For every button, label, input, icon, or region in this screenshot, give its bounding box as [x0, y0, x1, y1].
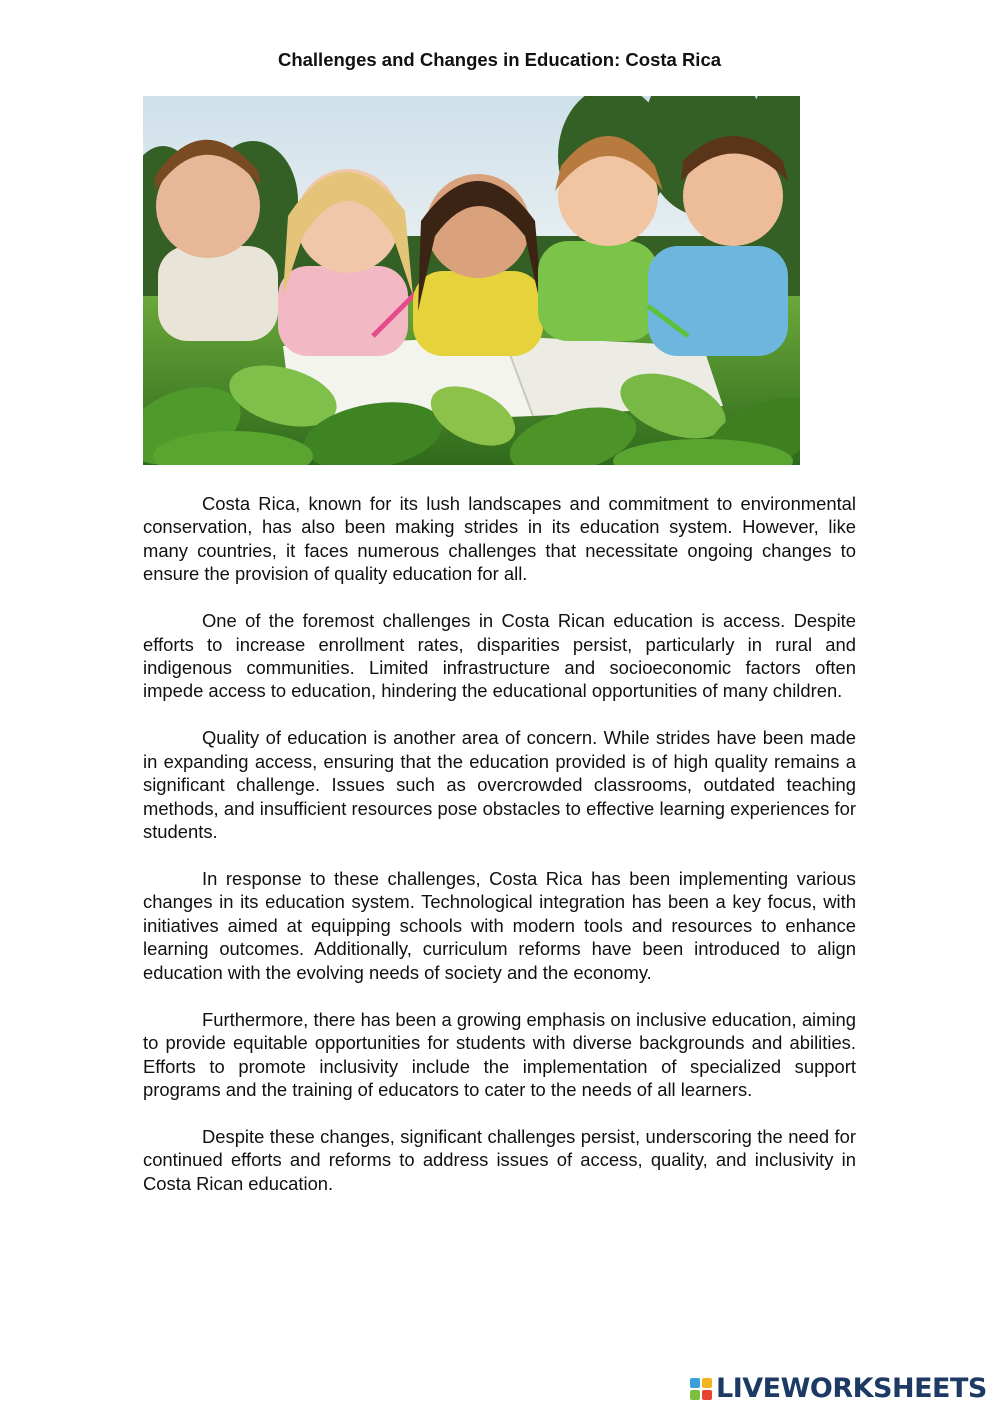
liveworksheets-logo[interactable]	[690, 1374, 987, 1404]
paragraph: One of the foremost challenges in Costa Rican education is access. Despite efforts to increase enrollment rates, disparities persist, particularly in rural and indigenous communities. Limited infrastructure and socioeconomic factors often impede access to education, hindering the educational opportunities of many children.	[143, 610, 856, 702]
logo-square-red	[702, 1390, 712, 1400]
article-body	[143, 492, 856, 1219]
logo-square-blue	[690, 1378, 700, 1388]
logo-square-green	[690, 1390, 700, 1400]
liveworksheets-brand-name: LIVEWORKSHEETS	[716, 1373, 987, 1404]
paragraph: Costa Rica, known for its lush landscapes and commitment to environmental conservation, has also been making strides in its education system. However, like many countries, it faces numerous challenges that necessitate ongoing changes to ensure the provision of quality education for all.	[143, 493, 856, 585]
logo-square-yellow	[702, 1378, 712, 1388]
paragraph: Quality of education is another area of concern. While strides have been made in expanding access, ensuring that the education provided is of high quality remains a significant challenge. Issues such as overcrowded classrooms, outdated teaching methods, and insufficient resources pose obstacles to effective learning experiences for students.	[143, 727, 856, 843]
children-reading-photo	[143, 96, 800, 465]
paragraph: In response to these challenges, Costa Rica has been implementing various changes in its education system. Technological integration has been a key focus, with initiatives aimed at equipping schools with modern tools and resources to enhance learning outcomes. Additionally, curriculum reforms have been introduced to align education with the evolving needs of society and the economy.	[143, 868, 856, 983]
liveworksheets-logo-icon	[690, 1378, 712, 1400]
page-title: Challenges and Changes in Education: Costa Rica	[277, 49, 722, 70]
paragraph: Furthermore, there has been a growing emphasis on inclusive education, aiming to provide equitable opportunities for students with diverse backgrounds and abilities. Efforts to promote inclusivity include the implementation of specialized support programs and the training of educators to cater to the needs of all learners.	[143, 1008, 856, 1100]
paragraph: Despite these changes, significant challenges persist, underscoring the need for continued efforts and reforms to address issues of access, quality, and inclusivity in Costa Rican education.	[143, 1125, 856, 1194]
